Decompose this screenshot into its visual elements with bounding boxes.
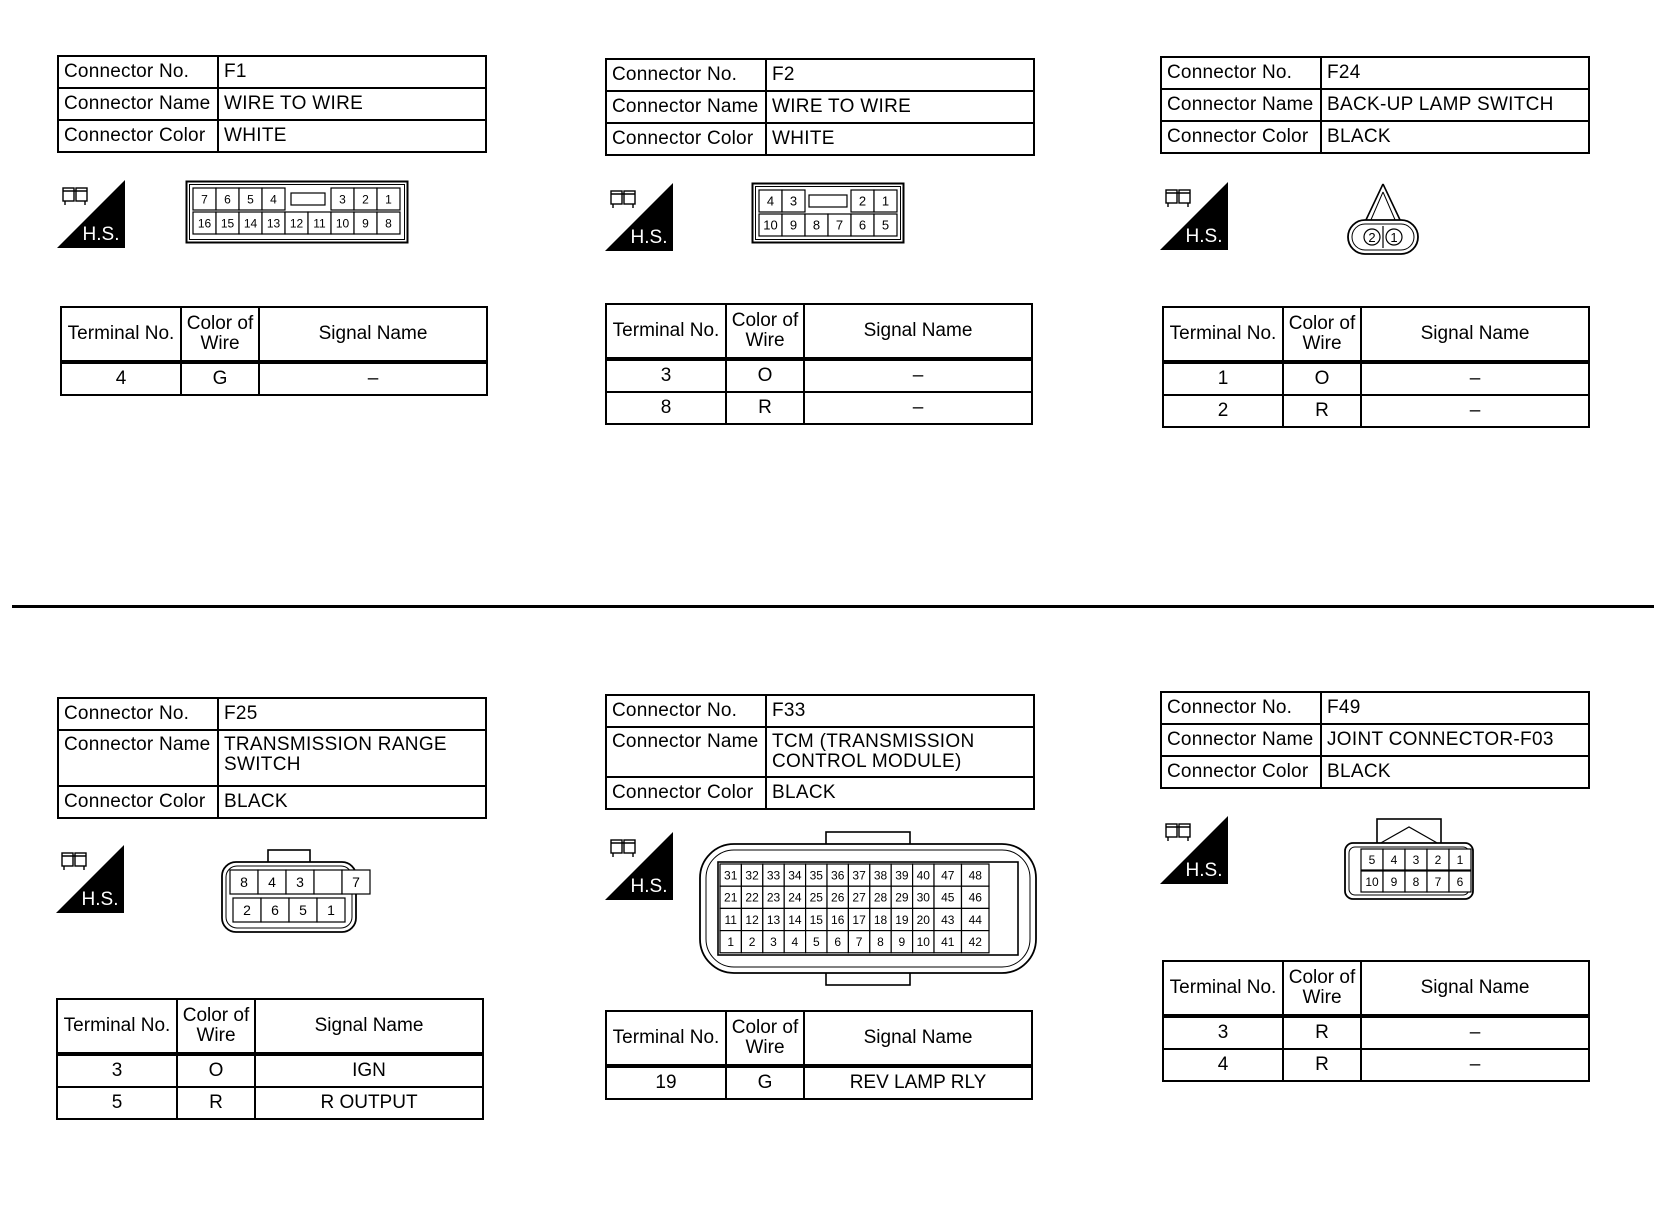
- pin-label: 1: [385, 192, 392, 207]
- terminal-no: 4: [61, 362, 181, 395]
- pin-label: 1: [727, 935, 735, 950]
- pin-label: 9: [362, 216, 369, 231]
- signal-name: –: [804, 392, 1032, 424]
- pin-label: 3: [296, 874, 304, 891]
- terminal-no: 5: [57, 1087, 177, 1119]
- pin-label: 38: [873, 868, 888, 883]
- pin-label: 21: [724, 890, 738, 905]
- terminal-table-f2-wrap: [605, 303, 1033, 425]
- pin-label: 16: [831, 912, 845, 927]
- hs-badge-label: H.S.: [81, 889, 119, 910]
- pin-label: 2: [1434, 852, 1442, 867]
- pin-label: 16: [197, 216, 212, 231]
- pin-label: 15: [220, 216, 235, 231]
- label-connector-color: Connector Color: [606, 777, 766, 809]
- pin-label: 7: [201, 192, 208, 207]
- terminal-table: [1162, 306, 1590, 428]
- pin-label: 3: [770, 935, 777, 950]
- pin-label: 2: [362, 192, 369, 207]
- pin-label: 45: [941, 890, 955, 905]
- pin-label: 31: [724, 868, 738, 883]
- terminal-table-f24-wrap: [1162, 306, 1590, 428]
- table-row: [1163, 395, 1589, 427]
- label-connector-no: Connector No.: [1161, 57, 1321, 89]
- pin-label: 33: [766, 868, 781, 883]
- terminal-no: 3: [606, 359, 726, 392]
- signal-name: –: [1361, 362, 1589, 395]
- pin-label: 35: [809, 868, 823, 883]
- connector-info-table: [605, 58, 1035, 156]
- connector-panel-f24: [1160, 56, 1590, 154]
- pin-label: 23: [766, 890, 781, 905]
- pin-label: 10: [335, 216, 350, 231]
- header-signal-name: Signal Name: [259, 307, 487, 362]
- connector-face-f24: [1343, 182, 1423, 256]
- pin-label: 14: [243, 216, 258, 231]
- terminal-table-f1-wrap: [60, 306, 488, 396]
- connector-face-f33: [698, 830, 1038, 987]
- connector-panel-f49: [1160, 691, 1590, 789]
- pin-label: 10: [763, 217, 778, 233]
- terminal-table: [56, 998, 484, 1120]
- hs-badge-label: H.S.: [82, 224, 120, 245]
- hs-badge-icon: [605, 183, 673, 251]
- connector-no: F24: [1321, 57, 1589, 89]
- connector-color: WHITE: [766, 123, 1034, 155]
- hs-badge-icon: [57, 180, 125, 248]
- table-row: [606, 359, 1032, 392]
- terminal-table-f49-wrap: [1162, 960, 1590, 1082]
- pin-label: 3: [339, 192, 346, 207]
- terminal-no: 3: [1163, 1016, 1283, 1049]
- header-terminal-no: Terminal No.: [57, 999, 177, 1054]
- pin-label: 7: [1434, 874, 1442, 889]
- hs-badge-icon: [1160, 182, 1228, 250]
- pin-label: 2: [1368, 230, 1376, 245]
- header-color-of-wire: Color of Wire: [726, 304, 804, 359]
- label-connector-color: Connector Color: [58, 786, 218, 818]
- connector-name: JOINT CONNECTOR-F03: [1321, 724, 1589, 756]
- pin-label: 34: [788, 868, 802, 883]
- wire-color: R: [726, 392, 804, 424]
- pin-label: 6: [271, 902, 279, 919]
- pin-label: 36: [831, 868, 845, 883]
- pin-label: 20: [916, 912, 930, 927]
- pin-label: 17: [852, 912, 866, 927]
- connector-info-table: [1160, 691, 1590, 789]
- pin-label: 4: [1390, 852, 1398, 867]
- terminal-table-f33-wrap: [605, 1010, 1033, 1100]
- pin-label: 37: [852, 868, 866, 883]
- wire-color: R: [1283, 1049, 1361, 1081]
- terminal-no: 3: [57, 1054, 177, 1087]
- label-connector-color: Connector Color: [1161, 121, 1321, 153]
- connector-color: BLACK: [766, 777, 1034, 809]
- connector-face-f2: [751, 182, 905, 244]
- pin-label: 9: [1390, 874, 1398, 889]
- pin-label: 43: [941, 912, 955, 927]
- pin-label: 6: [224, 192, 231, 207]
- pin-label: 6: [858, 217, 867, 233]
- label-connector-name: Connector Name: [606, 727, 766, 777]
- pin-label: 8: [240, 874, 248, 891]
- connector-face-f1: [185, 180, 409, 244]
- table-row: [61, 362, 487, 395]
- pin-label: 1: [1390, 230, 1398, 245]
- header-terminal-no: Terminal No.: [61, 307, 181, 362]
- header-color-of-wire: Color of Wire: [1283, 961, 1361, 1016]
- pin-label: 13: [766, 912, 781, 927]
- signal-name: –: [804, 359, 1032, 392]
- label-connector-color: Connector Color: [1161, 756, 1321, 788]
- wire-color: R: [177, 1087, 255, 1119]
- pin-label: 19: [895, 912, 909, 927]
- pin-cell: [314, 870, 342, 894]
- label-connector-no: Connector No.: [58, 698, 218, 730]
- hs-badge-icon: [1160, 816, 1228, 884]
- header-signal-name: Signal Name: [1361, 961, 1589, 1016]
- connector-face-f25: [220, 848, 358, 934]
- table-row: [57, 1054, 483, 1087]
- connector-color: BLACK: [1321, 756, 1589, 788]
- header-color-of-wire: Color of Wire: [177, 999, 255, 1054]
- label-connector-name: Connector Name: [1161, 724, 1321, 756]
- pin-label: 8: [812, 217, 821, 233]
- pin-label: 47: [941, 868, 955, 883]
- terminal-no: 4: [1163, 1049, 1283, 1081]
- pin-label: 1: [327, 902, 335, 919]
- signal-name: –: [259, 362, 487, 395]
- header-color-of-wire: Color of Wire: [181, 307, 259, 362]
- hs-badge-icon: [56, 845, 124, 913]
- pin-label: 9: [789, 217, 798, 233]
- pin-label: 5: [881, 217, 890, 233]
- wire-color: R: [1283, 395, 1361, 427]
- table-row: [1163, 362, 1589, 395]
- pin-label: 13: [266, 216, 281, 231]
- terminal-table: [605, 1010, 1033, 1100]
- pin-label: 4: [268, 874, 276, 891]
- pin-label: 1: [881, 193, 890, 209]
- label-connector-name: Connector Name: [58, 88, 218, 120]
- connector-color: WHITE: [218, 120, 486, 152]
- connector-color: BLACK: [1321, 121, 1589, 153]
- signal-name: –: [1361, 395, 1589, 427]
- pin-label: 4: [791, 935, 799, 950]
- header-signal-name: Signal Name: [255, 999, 483, 1054]
- pin-label: 48: [968, 868, 982, 883]
- terminal-no: 1: [1163, 362, 1283, 395]
- pin-label: 2: [748, 935, 756, 950]
- hs-badge-label: H.S.: [1185, 860, 1223, 881]
- terminal-table: [1162, 960, 1590, 1082]
- label-connector-no: Connector No.: [606, 695, 766, 727]
- label-connector-name: Connector Name: [606, 91, 766, 123]
- table-row: [606, 392, 1032, 424]
- header-terminal-no: Terminal No.: [1163, 961, 1283, 1016]
- hs-badge-label: H.S.: [630, 227, 668, 248]
- connector-panel-f1: [57, 55, 487, 153]
- table-row: [606, 1066, 1032, 1099]
- pin-label: 24: [788, 890, 802, 905]
- pin-label: 40: [916, 868, 930, 883]
- label-connector-no: Connector No.: [606, 59, 766, 91]
- connector-no: F2: [766, 59, 1034, 91]
- connector-no: F49: [1321, 692, 1589, 724]
- signal-name: REV LAMP RLY: [804, 1066, 1032, 1099]
- connector-no: F33: [766, 695, 1034, 727]
- pin-label: 27: [852, 890, 866, 905]
- pin-label: 2: [243, 902, 251, 919]
- pin-label: 25: [809, 890, 823, 905]
- connector-name: TCM (TRANSMISSION CONTROL MODULE): [766, 727, 1034, 777]
- pin-label: 4: [270, 192, 277, 207]
- connector-no: F25: [218, 698, 486, 730]
- pin-label: 46: [968, 890, 982, 905]
- pin-label: 3: [789, 193, 798, 209]
- pin-label: 32: [745, 868, 759, 883]
- pin-label: 18: [873, 912, 888, 927]
- connector-key: [809, 195, 847, 207]
- label-connector-name: Connector Name: [1161, 89, 1321, 121]
- pin-label: 30: [916, 890, 930, 905]
- signal-name: –: [1361, 1016, 1589, 1049]
- connector-info-table: [57, 697, 487, 819]
- pin-label: 11: [313, 216, 326, 231]
- pin-label: 8: [877, 935, 884, 950]
- signal-name: IGN: [255, 1054, 483, 1087]
- connector-panel-f33: [605, 694, 1035, 810]
- wire-color: G: [726, 1066, 804, 1099]
- pin-label: 15: [809, 912, 823, 927]
- pin-label: 39: [895, 868, 909, 883]
- pin-label: 14: [788, 912, 802, 927]
- header-signal-name: Signal Name: [804, 1011, 1032, 1066]
- pin-label: 41: [941, 935, 955, 950]
- pin-label: 28: [873, 890, 888, 905]
- connector-info-table: [605, 694, 1035, 810]
- connector-panel-f2: [605, 58, 1035, 156]
- connector-name: WIRE TO WIRE: [218, 88, 486, 120]
- connector-info-table: [1160, 56, 1590, 154]
- pin-label: 7: [855, 935, 863, 950]
- terminal-table-f25-wrap: [56, 998, 484, 1120]
- connector-info-table: [57, 55, 487, 153]
- pin-label: 7: [352, 874, 360, 891]
- pin-label: 12: [289, 216, 304, 231]
- header-color-of-wire: Color of Wire: [1283, 307, 1361, 362]
- terminal-no: 19: [606, 1066, 726, 1099]
- table-row: [57, 1087, 483, 1119]
- label-connector-color: Connector Color: [606, 123, 766, 155]
- signal-name: –: [1361, 1049, 1589, 1081]
- pin-label: 8: [1412, 874, 1420, 889]
- hs-badge-icon: [605, 832, 673, 900]
- hs-badge-label: H.S.: [1185, 226, 1223, 247]
- wire-color: G: [181, 362, 259, 395]
- connector-name: WIRE TO WIRE: [766, 91, 1034, 123]
- pin-label: 10: [1365, 874, 1379, 889]
- wire-color: O: [1283, 362, 1361, 395]
- pin-label: 7: [835, 217, 844, 233]
- header-terminal-no: Terminal No.: [1163, 307, 1283, 362]
- pin-label: 9: [898, 935, 906, 950]
- table-row: [1163, 1016, 1589, 1049]
- pin-label: 8: [385, 216, 392, 231]
- header-terminal-no: Terminal No.: [606, 304, 726, 359]
- terminal-no: 2: [1163, 395, 1283, 427]
- table-row: [1163, 1049, 1589, 1081]
- header-signal-name: Signal Name: [804, 304, 1032, 359]
- header-signal-name: Signal Name: [1361, 307, 1589, 362]
- connector-panel-f25: [57, 697, 487, 819]
- pin-label: 6: [1456, 874, 1464, 889]
- terminal-no: 8: [606, 392, 726, 424]
- signal-name: R OUTPUT: [255, 1087, 483, 1119]
- wire-color: R: [1283, 1016, 1361, 1049]
- pin-label: 10: [916, 935, 930, 950]
- pin-label: 2: [858, 193, 867, 209]
- connector-name: BACK-UP LAMP SWITCH: [1321, 89, 1589, 121]
- wire-color: O: [726, 359, 804, 392]
- connector-face-f49: [1343, 817, 1475, 901]
- connector-color: BLACK: [218, 786, 486, 818]
- section-divider: [12, 605, 1654, 608]
- pin-label: 11: [724, 912, 737, 927]
- pin-label: 5: [1368, 852, 1376, 867]
- pin-label: 29: [895, 890, 909, 905]
- pin-label: 42: [968, 935, 982, 950]
- pin-label: 4: [766, 193, 775, 209]
- terminal-table: [605, 303, 1033, 425]
- pin-label: 12: [745, 912, 759, 927]
- pin-label: 3: [1412, 852, 1420, 867]
- connector-name: TRANSMISSION RANGE SWITCH: [218, 730, 486, 786]
- label-connector-color: Connector Color: [58, 120, 218, 152]
- pin-label: 6: [834, 935, 842, 950]
- header-color-of-wire: Color of Wire: [726, 1011, 804, 1066]
- pin-label: 22: [745, 890, 759, 905]
- wire-color: O: [177, 1054, 255, 1087]
- pin-label: 5: [247, 192, 254, 207]
- pin-label: 1: [1456, 852, 1464, 867]
- pin-label: 26: [831, 890, 845, 905]
- label-connector-name: Connector Name: [58, 730, 218, 786]
- label-connector-no: Connector No.: [1161, 692, 1321, 724]
- label-connector-no: Connector No.: [58, 56, 218, 88]
- connector-no: F1: [218, 56, 486, 88]
- pin-label: 5: [299, 902, 307, 919]
- pin-label: 44: [968, 912, 982, 927]
- terminal-table: [60, 306, 488, 396]
- pin-label: 5: [812, 935, 820, 950]
- connector-key: [291, 193, 325, 205]
- header-terminal-no: Terminal No.: [606, 1011, 726, 1066]
- hs-badge-label: H.S.: [630, 876, 668, 897]
